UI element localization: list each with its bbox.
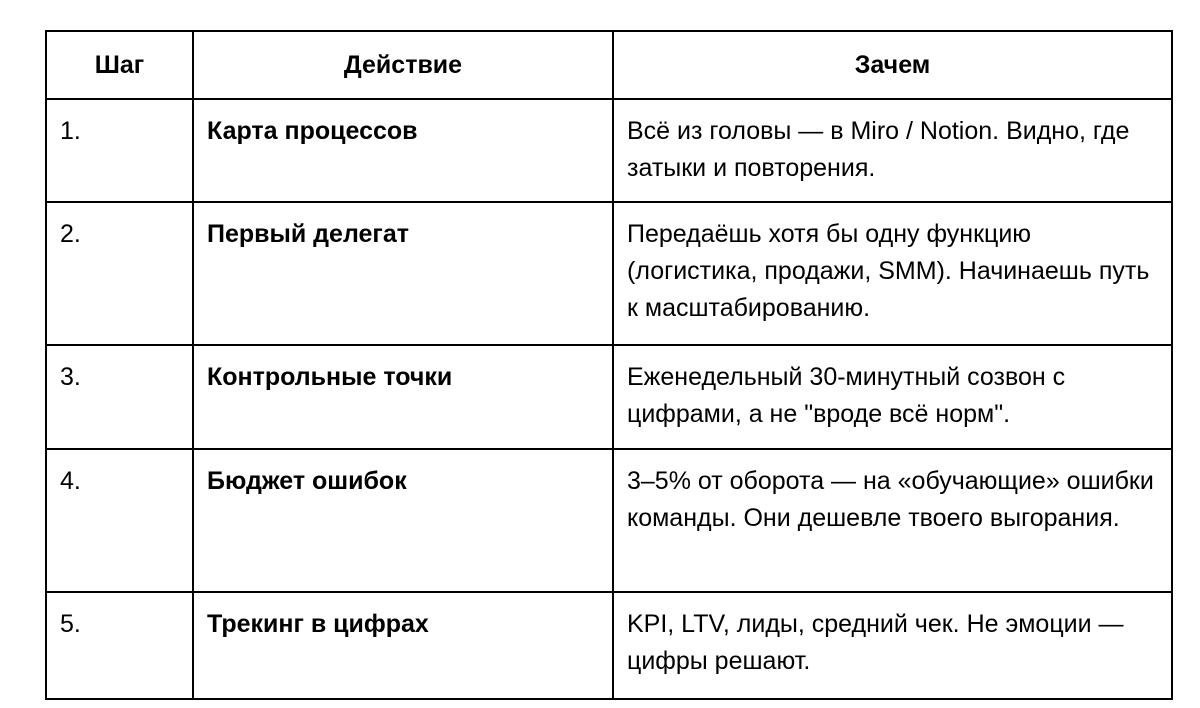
why-cell: 3–5% от оборота — на «обучающие» ошибки команды. Они дешевле твоего выгорания. — [613, 449, 1172, 592]
step-cell: 4. — [46, 449, 193, 592]
table-row — [46, 345, 1172, 449]
header-step: Шаг — [46, 31, 193, 99]
why-cell: Еженедельный 30-минутный созвон с цифрами, а не "вроде всё норм". — [613, 345, 1172, 449]
steps-table — [45, 30, 1173, 700]
header-action: Действие — [193, 31, 613, 99]
why-cell: Передаёшь хотя бы одну функцию (логистика, продажи, SMM). Начинаешь путь к масштабированию. — [613, 202, 1172, 345]
action-cell: Карта процессов — [193, 99, 613, 202]
step-cell: 2. — [46, 202, 193, 345]
why-cell: KPI, LTV, лиды, средний чек. Не эмоции — цифры решают. — [613, 592, 1172, 699]
action-cell: Контрольные точки — [193, 345, 613, 449]
table-row — [46, 592, 1172, 699]
header-row — [46, 31, 1172, 99]
action-cell: Бюджет ошибок — [193, 449, 613, 592]
header-why: Зачем — [613, 31, 1172, 99]
step-cell: 1. — [46, 99, 193, 202]
table-row — [46, 202, 1172, 345]
table-row — [46, 449, 1172, 592]
step-cell: 5. — [46, 592, 193, 699]
action-cell: Первый делегат — [193, 202, 613, 345]
step-cell: 3. — [46, 345, 193, 449]
why-cell: Всё из головы — в Miro / Notion. Видно, где затыки и повторения. — [613, 99, 1172, 202]
table-row — [46, 99, 1172, 202]
action-cell: Трекинг в цифрах — [193, 592, 613, 699]
